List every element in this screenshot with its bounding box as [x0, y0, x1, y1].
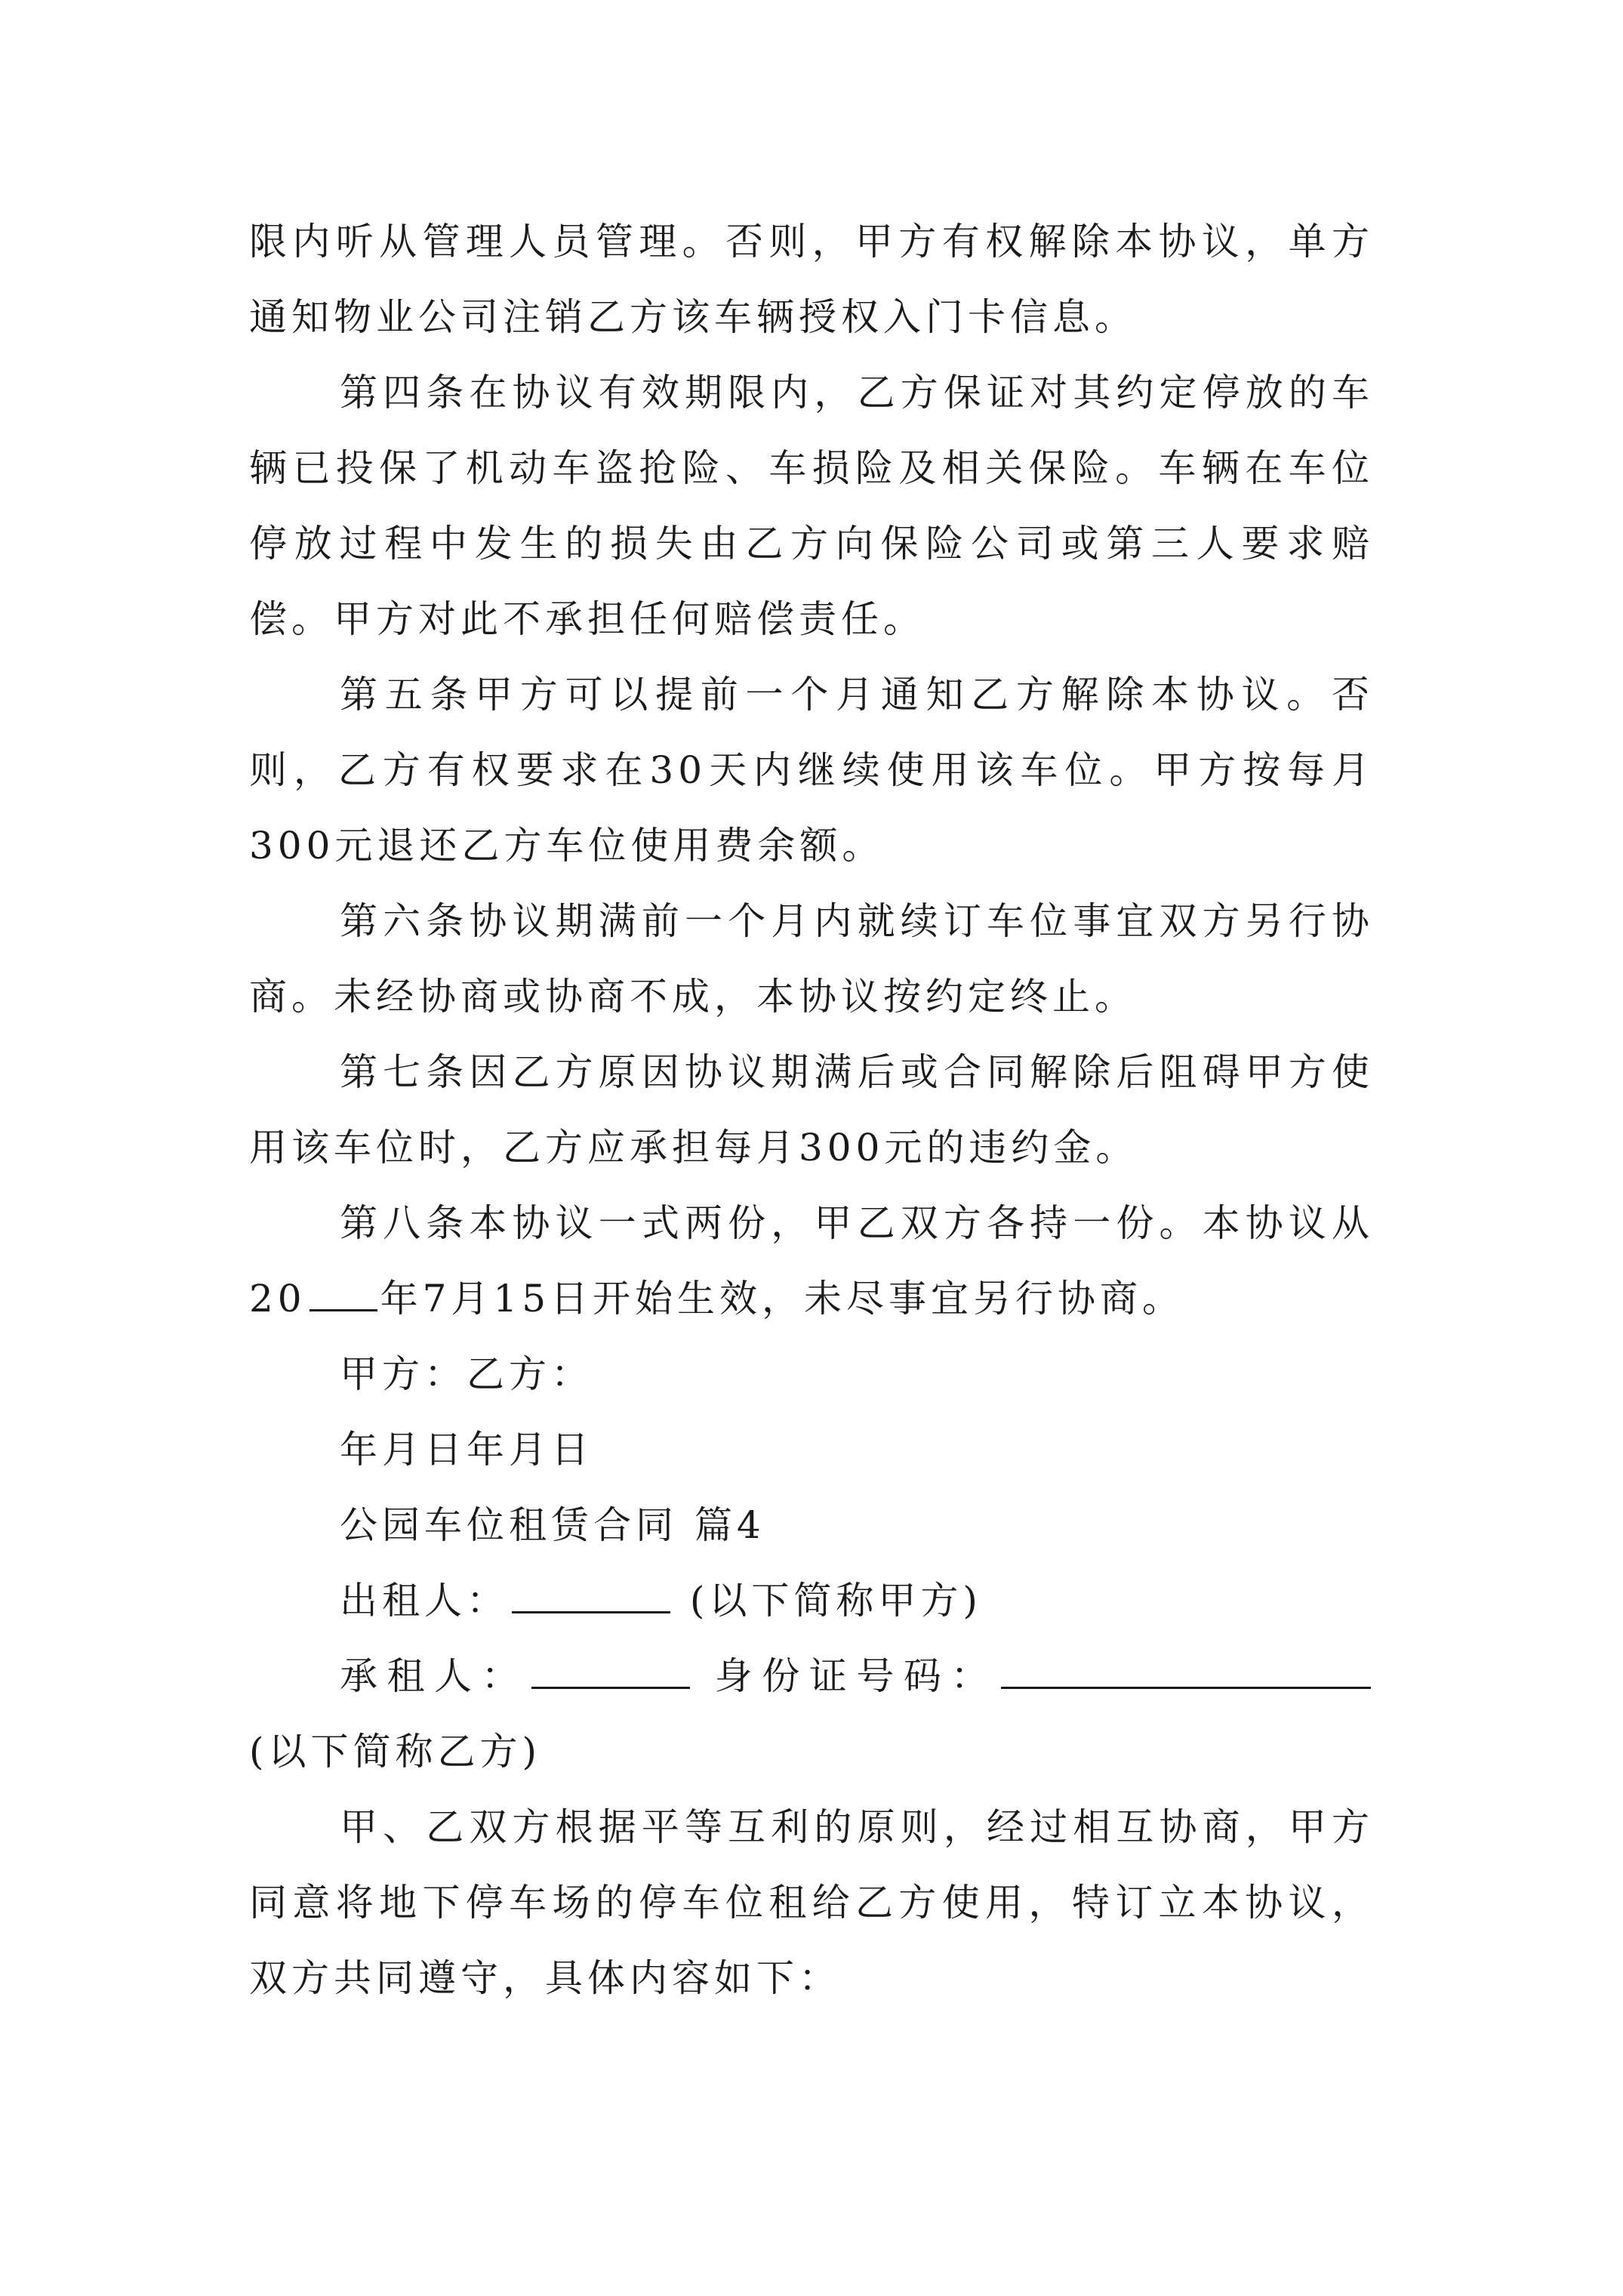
- lessor-suffix: (以下简称甲方): [689, 1579, 982, 1623]
- article-8-part-2: 年7月15日开始生效，未尽事宜另行协商。: [380, 1277, 1185, 1321]
- section-heading: 公园车位租赁合同 篇4: [340, 1503, 765, 1547]
- lessor-label: 出租人：: [340, 1579, 509, 1623]
- article-5: 第五条甲方可以提前一个月通知乙方解除本协议。否则，乙方有权要求在30天内继续使用该车位。甲方按每月300元退还乙方车位使用费余额。: [249, 673, 1374, 868]
- article-8: [249, 1185, 1374, 1336]
- year-blank: [310, 1270, 377, 1311]
- lessee-blank: [531, 1647, 690, 1689]
- preamble: 甲、乙双方根据平等互利的原则，经过相互协商，甲方同意将地下停车场的停车位租给乙方使用，特订立本协议，双方共同遵守，具体内容如下：: [249, 1805, 1374, 2000]
- article-6: 第六条协议期满前一个月内就续订车位事宜双方另行协商。未经协商或协商不成，本协议按约定终止。: [249, 899, 1374, 1019]
- lessee-suffix: (以下简称乙方): [249, 1730, 542, 1774]
- lessor-blank: [512, 1572, 670, 1613]
- article-4: 第四条在协议有效期限内，乙方保证对其约定停放的车辆已投保了机动车盗抢险、车损险及相关保险。车辆在车位停放过程中发生的损失由乙方向保险公司或第三人要求赔偿。甲方对此不承担任何赔偿责任。: [249, 371, 1374, 641]
- article-7: 第七条因乙方原因协议期满后或合同解除后阻碍甲方使用该车位时，乙方应承担每月300元的违约金。: [249, 1050, 1374, 1170]
- lessee-line: [249, 1638, 1374, 1789]
- signature-parties: 甲方：乙方：: [340, 1352, 593, 1396]
- lessee-label: 承租人：: [340, 1654, 529, 1698]
- paragraph-continuation: 限内听从管理人员管理。否则，甲方有权解除本协议，单方通知物业公司注销乙方该车辆授权入门卡信息。: [249, 220, 1374, 339]
- id-number-label: 身份证号码：: [714, 1654, 998, 1698]
- signature-dates: 年月日年月日: [340, 1428, 593, 1472]
- document-page: [249, 204, 1374, 2016]
- id-number-blank: [1001, 1647, 1371, 1689]
- lessor-line: [249, 1563, 1374, 1638]
- article-8-part-1: 第八条本协议一式两份，甲乙双方各持一份。本协议从20: [249, 1201, 1374, 1321]
